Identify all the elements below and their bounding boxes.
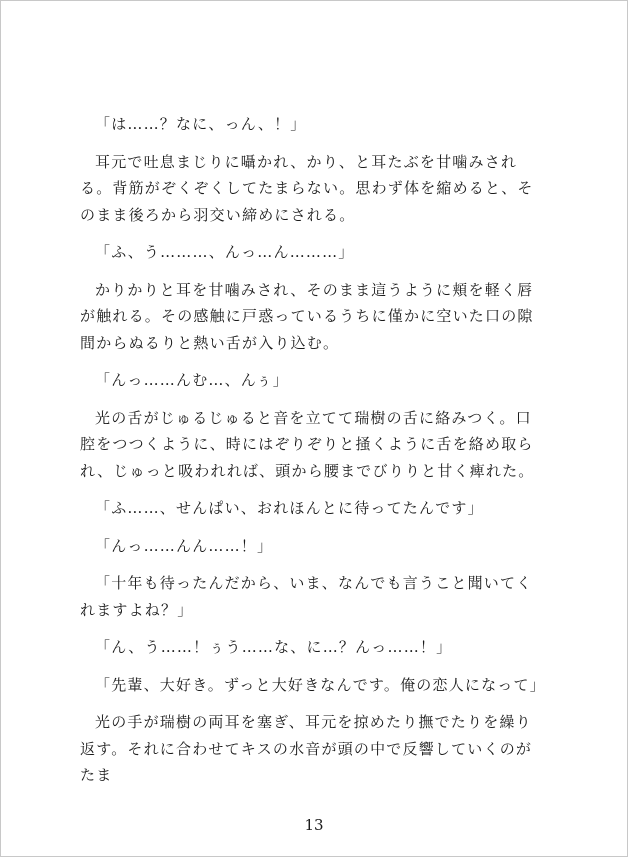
paragraph-3: 「ふ、う………、んっ…ん………」: [95, 243, 355, 261]
paragraph-12: 光の手が瑞樹の両耳を塞ぎ、耳元を掠めたり撫でたりを繰り返す。それに合わせてキスの水音が頭の中で反響していくのがたま: [80, 713, 533, 784]
body-text: [80, 111, 546, 800]
paragraph-6: 光の舌がじゅるじゅると音を立てて瑞樹の舌に絡みつく。口腔をつつくように、時にはぞりぞりと掻くように舌を絡め取られ、じゅっと吸われれば、頭から腰までびりりと甘く痺れた。: [80, 408, 535, 480]
page-number: 13: [304, 816, 324, 834]
paragraph-5: 「んっ……んむ…、んぅ」: [95, 371, 289, 389]
paragraph-4: かりかりと耳を甘噛みされ、そのまま這うように頬を軽く唇が触れる。その感触に戸惑っているうちに僅かに空いた口の隙間からぬるりと熱い舌が入り込む。: [80, 280, 534, 352]
paragraph-1: 「は……？なに、っん、！」: [95, 115, 307, 133]
paragraph-11: 「先輩、大好き。ずっと大好きなんです。俺の恋人になって」: [95, 675, 546, 694]
paragraph-10: 「ん、う……！ぅう……な、に…？んっ……！」: [95, 638, 453, 656]
paragraph-7: 「ふ……、せんぱい、おれほんとに待ってたんです」: [95, 499, 484, 517]
paragraph-8: 「んっ……んん……！」: [95, 536, 274, 555]
paragraph-2: 耳元で吐息まじりに囁かれ、かり、と耳たぶを甘噛みされる。背筋がぞくぞくしてたまらない。思わず体を縮めると、そのまま後ろから羽交い締めにされる。: [80, 152, 534, 224]
paragraph-9: 「十年も待ったんだから、いま、なんでも言うこと聞いてくれますよね？」: [80, 574, 533, 619]
